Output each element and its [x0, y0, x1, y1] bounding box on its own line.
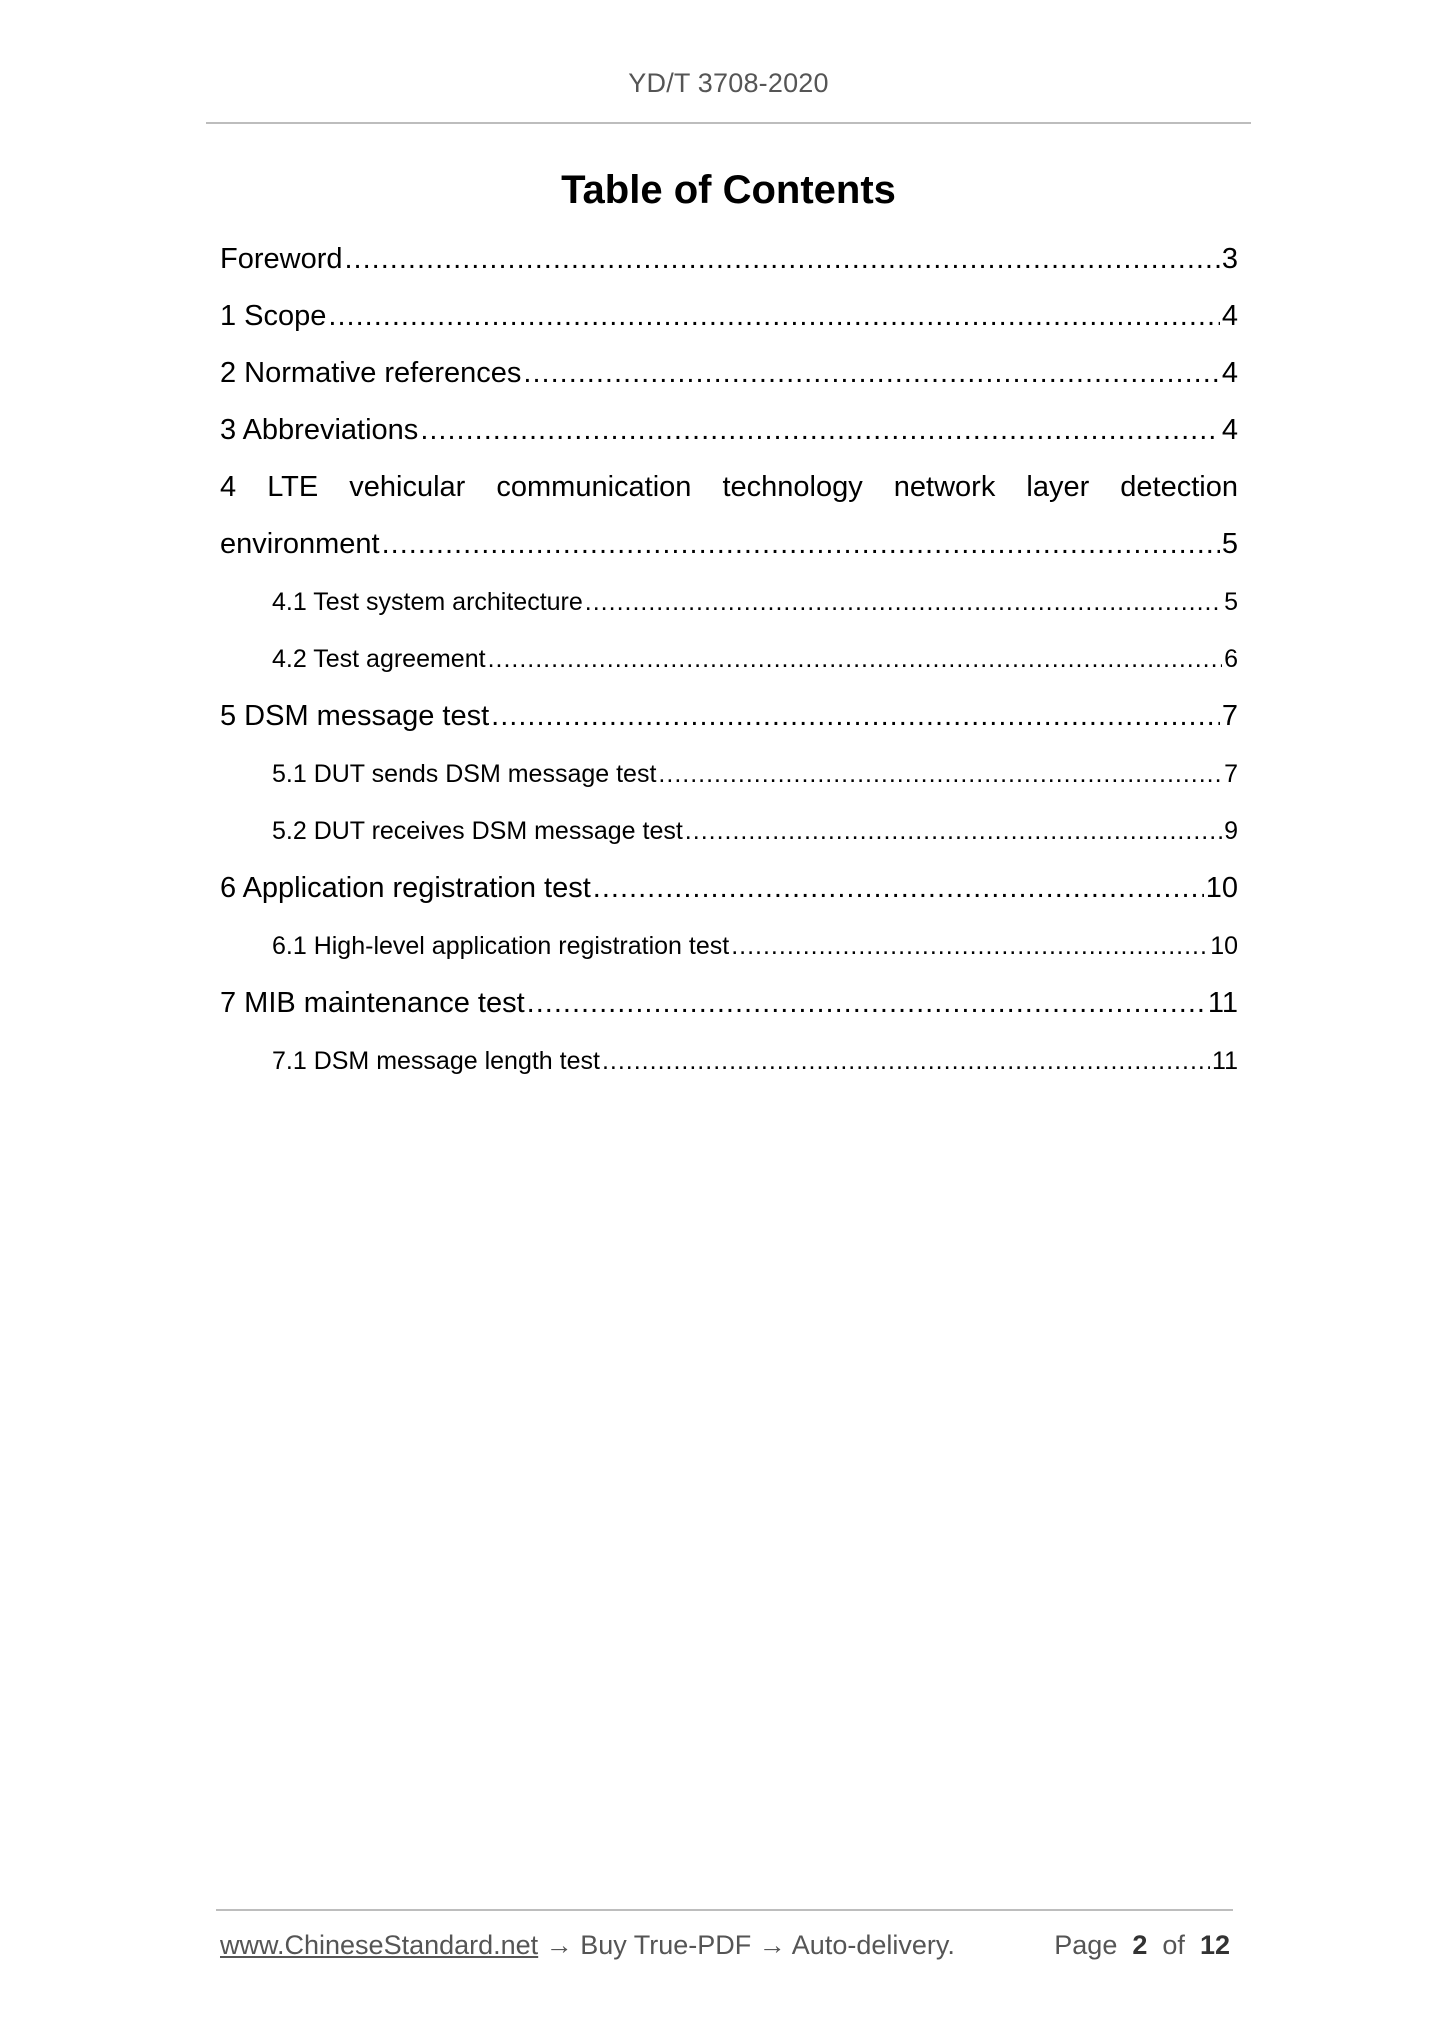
total-page-number: 12 — [1199, 1930, 1230, 1960]
toc-page-number: 11 — [1212, 1047, 1238, 1075]
toc-entry-label: 5.2 DUT receives DSM message test — [272, 817, 683, 845]
toc-entry-mib-maintenance-test[interactable] — [220, 987, 1238, 1020]
toc-page-number: 7 — [1221, 700, 1238, 732]
toc-entry-label: 1 Scope — [220, 300, 327, 332]
footer-promo — [220, 1930, 955, 1961]
page-footer — [220, 1930, 1230, 1961]
toc-entry-lte-detection-environment-line1[interactable] — [220, 471, 1238, 504]
page-word: Page — [1054, 1930, 1118, 1960]
toc-page-number: 4 — [1221, 414, 1238, 446]
toc-entry-label: 6.1 High-level application registration test — [272, 932, 730, 960]
dot-leader — [420, 414, 1220, 447]
dot-leader — [527, 987, 1206, 1020]
dot-leader — [685, 817, 1222, 846]
toc-page-number: 3 — [1221, 243, 1238, 275]
toc-entry-abbreviations[interactable] — [220, 414, 1238, 447]
buy-pdf-text: Buy True-PDF — [580, 1930, 752, 1960]
toc-page-number: 10 — [1205, 872, 1238, 904]
toc-entry-normative-references[interactable] — [220, 357, 1238, 390]
dot-leader — [382, 528, 1220, 561]
toc-entry-dsm-message-test[interactable] — [220, 700, 1238, 733]
toc-entry-foreword[interactable] — [220, 243, 1238, 276]
toc-entry-word: network — [893, 471, 996, 503]
toc-entry-label: 3 Abbreviations — [220, 414, 419, 446]
document-id-header: YD/T 3708-2020 — [628, 68, 829, 98]
dot-leader — [523, 357, 1219, 390]
dot-leader — [602, 1047, 1210, 1076]
toc-entry-word: layer — [1026, 471, 1090, 503]
dot-leader — [731, 932, 1208, 961]
header-divider — [206, 122, 1251, 124]
toc-entry-5-1[interactable] — [220, 760, 1238, 789]
toc-entry-label: 2 Normative references — [220, 357, 522, 389]
toc-entry-label: environment — [220, 528, 380, 560]
dot-leader — [488, 645, 1223, 674]
toc-entry-word: vehicular — [349, 471, 466, 503]
toc-entry-label: Foreword — [220, 243, 343, 275]
dot-leader — [658, 760, 1222, 789]
website-link[interactable]: www.ChineseStandard.net — [220, 1930, 539, 1960]
page-title: Table of Contents — [561, 168, 896, 212]
toc-entry-word: communication — [496, 471, 692, 503]
arrow-right-icon: → — [758, 1930, 786, 1960]
of-word: of — [1162, 1930, 1185, 1960]
toc-entry-word: LTE — [267, 471, 319, 503]
toc-entry-5-2[interactable] — [220, 817, 1238, 846]
auto-delivery-text: Auto-delivery. — [791, 1930, 955, 1960]
page-counter — [1054, 1930, 1230, 1961]
toc-page-number: 4 — [1221, 300, 1238, 332]
toc-entry-label: 5 DSM message test — [220, 700, 490, 732]
arrow-right-icon: → — [545, 1930, 573, 1960]
toc-entry-label: 6 Application registration test — [220, 872, 591, 904]
toc-page-number: 6 — [1224, 645, 1238, 673]
toc-page-number: 11 — [1207, 987, 1238, 1019]
toc-page-number: 4 — [1221, 357, 1238, 389]
toc-entry-6-1[interactable] — [220, 932, 1238, 961]
toc-entry-lte-detection-environment-line2[interactable] — [220, 528, 1238, 561]
toc-entry-scope[interactable] — [220, 300, 1238, 333]
toc-entry-label: 7 MIB maintenance test — [220, 987, 525, 1019]
toc-entry-application-registration-test[interactable] — [220, 872, 1238, 905]
toc-entry-word: detection — [1120, 471, 1238, 503]
dot-leader — [585, 588, 1222, 617]
toc-entry-word: technology — [722, 471, 863, 503]
toc-page-number: 10 — [1210, 932, 1238, 960]
dot-leader — [328, 300, 1219, 333]
toc-entry-label: 4.2 Test agreement — [272, 645, 486, 673]
toc-page-number: 5 — [1224, 588, 1238, 616]
toc-entry-4-1[interactable] — [220, 588, 1238, 617]
toc-entry-word: 4 — [220, 471, 237, 503]
toc-page-number: 9 — [1224, 817, 1238, 845]
dot-leader — [593, 872, 1204, 905]
footer-divider — [216, 1909, 1233, 1911]
toc-entry-label: 4.1 Test system architecture — [272, 588, 583, 616]
toc-page-number: 5 — [1221, 528, 1238, 560]
toc-page-number: 7 — [1224, 760, 1238, 788]
toc-entry-4-2[interactable] — [220, 645, 1238, 674]
toc-entry-label: 7.1 DSM message length test — [272, 1047, 600, 1075]
dot-leader — [491, 700, 1220, 733]
current-page-number: 2 — [1132, 1930, 1148, 1960]
toc-entry-7-1[interactable] — [220, 1047, 1238, 1076]
dot-leader — [345, 243, 1220, 276]
toc-entry-label: 5.1 DUT sends DSM message test — [272, 760, 657, 788]
